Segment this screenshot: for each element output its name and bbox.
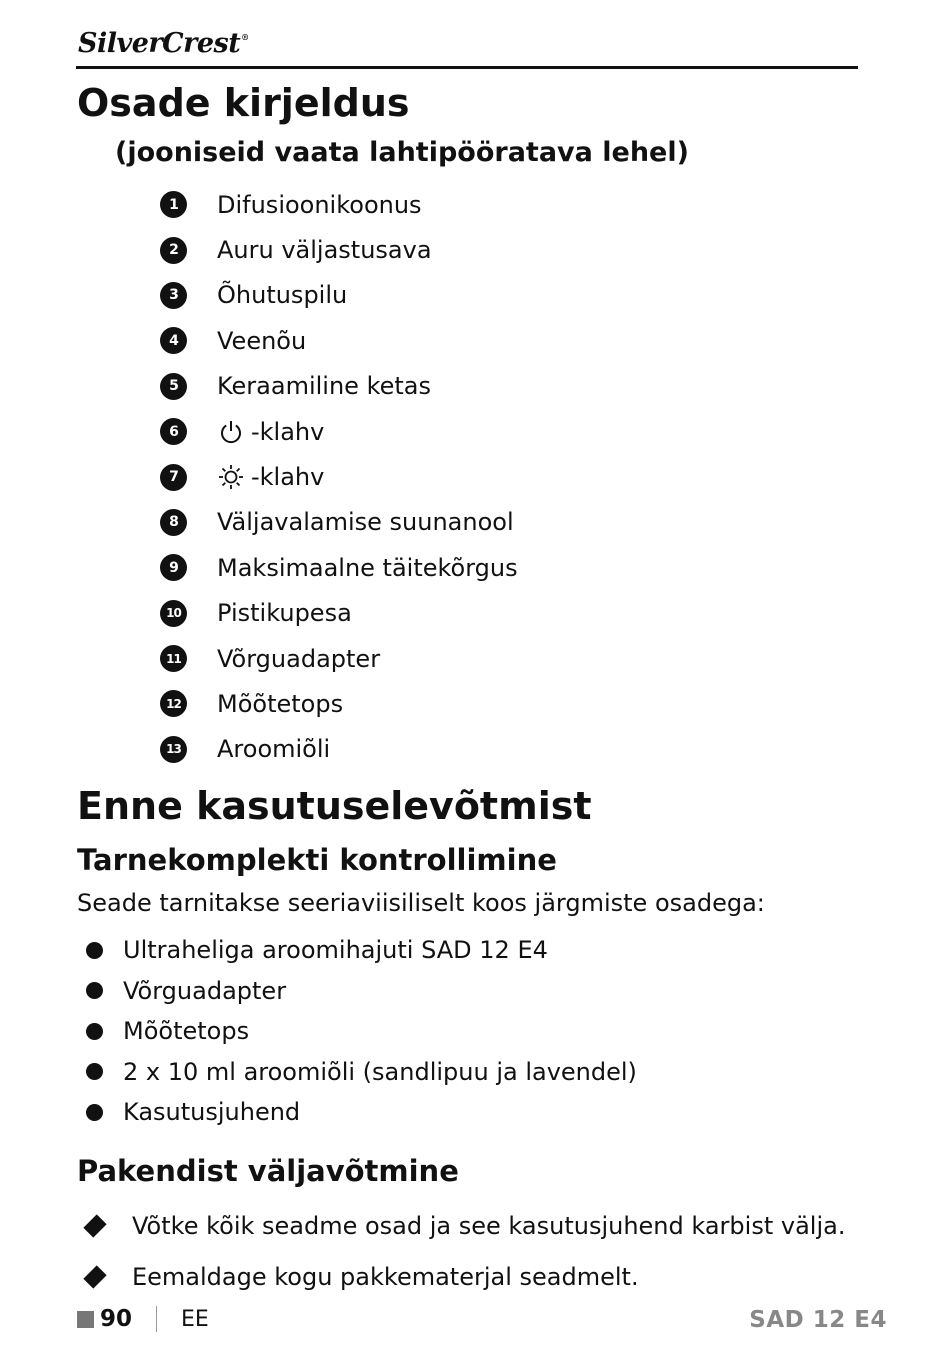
brand-logo: SilverCrest® [78,28,249,59]
model-number: SAD 12 E4 [749,1307,887,1333]
part-number: 10 [160,600,187,627]
delivery-list [86,930,637,1133]
intro-text: Seade tarnitakse seeriaviisiliselt koos järgmiste osadega: [77,889,765,917]
part-label: Keraamiline ketas [217,372,432,401]
part-item [160,636,518,681]
diamond-bullet-icon [83,1265,106,1288]
list-item [86,1251,845,1302]
header-rule [76,66,858,69]
list-item [86,1011,637,1052]
power-icon [217,418,245,446]
list-item [86,1092,637,1133]
part-item [160,364,518,409]
part-label: Veenõu [217,326,307,355]
list-item [86,930,637,971]
part-label-row [217,463,324,491]
page-footer [77,1306,209,1332]
part-number: 7 [160,464,187,491]
list-item-text: Võrguadapter [123,976,287,1005]
bullet-icon [86,942,103,959]
part-label: Õhutuspilu [217,281,348,310]
heading-unpacking: Pakendist väljavõtmine [77,1154,459,1188]
part-item [160,273,518,318]
language-code: EE [181,1306,209,1332]
part-item [160,318,518,363]
part-label-row [217,418,324,446]
part-item [160,681,518,726]
part-item [160,182,518,227]
part-label: Auru väljastusava [217,236,432,265]
part-number: 12 [160,690,187,717]
list-item-text: Eemaldage kogu pakkematerjal seadmelt. [132,1262,639,1291]
footer-divider [156,1306,157,1332]
parts-list [160,182,518,772]
bullet-icon [86,1063,103,1080]
list-item-text: Mõõtetops [123,1017,250,1046]
part-item [160,409,518,454]
section-title-before-use: Enne kasutuselevõtmist [77,784,592,828]
diamond-bullet-icon [83,1214,106,1237]
part-label: Pistikupesa [217,599,352,628]
part-number: 9 [160,554,187,581]
part-number: 2 [160,237,187,264]
part-item [160,591,518,636]
section-subtitle: (jooniseid vaata lahtipööratava lehel) [115,137,689,168]
part-number: 6 [160,418,187,445]
list-item-text: Kasutusjuhend [123,1098,301,1127]
part-label: Mõõtetops [217,689,344,718]
list-item-text: 2 x 10 ml aroomiõli (sandlipuu ja lavendel) [123,1057,637,1086]
part-label: Aroomiõli [217,735,331,764]
part-number: 11 [160,645,187,672]
bullet-icon [86,1023,103,1040]
part-number: 4 [160,327,187,354]
list-item [86,1200,845,1251]
list-item-text: Ultraheliga aroomihajuti SAD 12 E4 [123,936,548,965]
part-number: 1 [160,191,187,218]
square-marker-icon [77,1311,94,1328]
part-label: Väljavalamise suunanool [217,508,514,537]
heading-delivery-check: Tarnekomplekti kontrollimine [77,843,557,877]
part-item [160,545,518,590]
part-label: -klahv [251,463,325,492]
part-number: 5 [160,373,187,400]
part-item [160,454,518,499]
bullet-icon [86,982,103,999]
part-number: 3 [160,282,187,309]
light-icon [217,463,245,491]
part-number: 8 [160,509,187,536]
list-item [86,1052,637,1093]
part-label: Võrguadapter [217,644,381,673]
section-title-parts: Osade kirjeldus [77,81,410,125]
list-item [86,971,637,1012]
part-item [160,727,518,772]
part-number: 13 [160,736,187,763]
bullet-icon [86,1104,103,1121]
part-label: Maksimaalne täitekõrgus [217,553,518,582]
part-label: -klahv [251,417,325,446]
list-item-text: Võtke kõik seadme osad ja see kasutusjuhend karbist välja. [132,1211,846,1240]
part-label: Difusioonikoonus [217,190,422,219]
page-number: 90 [100,1306,133,1332]
unpacking-list [86,1200,845,1302]
part-item [160,227,518,272]
part-item [160,500,518,545]
